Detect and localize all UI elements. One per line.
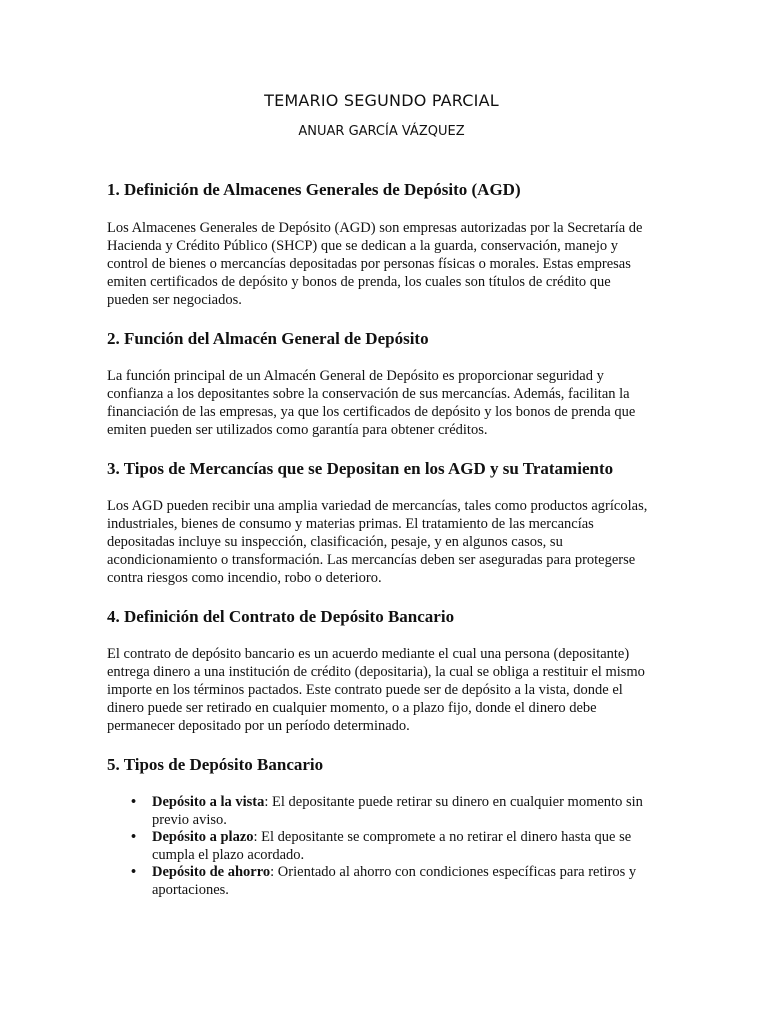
section-1-text: Los Almacenes Generales de Depósito (AGD) son empresas autorizadas por la Secretaría de Hacienda y Crédito Público (SHCP) que se dedican a la guarda, conservación, manejo y control de bienes o mercancías depositadas por personas físicas o morales. Estas empresas emiten certificados de depósito y bonos de prenda, los cuales son títulos de crédito que pueden ser negociados. bbox=[107, 220, 643, 308]
list-item bbox=[131, 864, 656, 899]
list-item-description: : El depositante se compromete a no retirar el dinero hasta que se cumpla el plazo acordado. bbox=[152, 829, 632, 863]
section-2-heading: 2. Función del Almacén General de Depósito bbox=[107, 329, 429, 348]
section-2-text: La función principal de un Almacén General de Depósito es proporcionar seguridad y confianza a los depositantes sobre la conservación de sus mercancías. Además, facilitan la financiación de las empresas, ya que los certificados de depósito y los bonos de prenda que emiten pueden ser utilizados como garantía para obtener créditos. bbox=[107, 368, 636, 438]
list-item-description: : Orientado al ahorro con condiciones específicas para retiros y aportaciones. bbox=[152, 864, 637, 898]
document-title: TEMARIO SEGUNDO PARCIAL bbox=[264, 91, 499, 110]
section-3-heading: 3. Tipos de Mercancías que se Depositan en los AGD y su Tratamiento bbox=[107, 459, 614, 478]
bullet-icon: • bbox=[131, 864, 137, 880]
section-5-heading: 5. Tipos de Depósito Bancario bbox=[107, 755, 324, 774]
document-author: ANUAR GARCÍA VÁZQUEZ bbox=[298, 124, 465, 139]
section-4-text: El contrato de depósito bancario es un acuerdo mediante el cual una persona (depositante) entrega dinero a una institución de crédito (depositaria), la cual se obliga a restituir el mismo importe en los términos pactados. Este contrato puede ser de depósito a la vista, donde el dinero puede ser retirado en cualquier momento, o a plazo fijo, donde el dinero debe permanecer depositado por un período determinado. bbox=[107, 646, 645, 734]
section-3-text: Los AGD pueden recibir una amplia variedad de mercancías, tales como productos agrícolas, industriales, bienes de consumo y materias primas. El tratamiento de las mercancías depositadas incluye su inspección, clasificación, pesaje, y en algunos casos, su acondicionamiento o transformación. Las mercancías deben ser aseguradas para protegerse contra riesgos como incendio, robo o deterioro. bbox=[107, 498, 648, 586]
list-item-term: Depósito a la vista bbox=[152, 794, 265, 810]
deposit-types-list bbox=[107, 794, 656, 899]
section-1-heading: 1. Definición de Almacenes Generales de Depósito (AGD) bbox=[107, 180, 521, 199]
bullet-icon: • bbox=[131, 794, 137, 810]
list-item-term: Depósito de ahorro bbox=[152, 864, 271, 880]
list-item-term: Depósito a plazo bbox=[152, 829, 254, 845]
list-item bbox=[131, 829, 656, 864]
section-4-heading: 4. Definición del Contrato de Depósito Bancario bbox=[107, 607, 455, 626]
list-item-description: : El depositante puede retirar su dinero en cualquier momento sin previo aviso. bbox=[152, 794, 643, 828]
bullet-icon: • bbox=[131, 829, 137, 845]
list-item bbox=[131, 794, 656, 829]
